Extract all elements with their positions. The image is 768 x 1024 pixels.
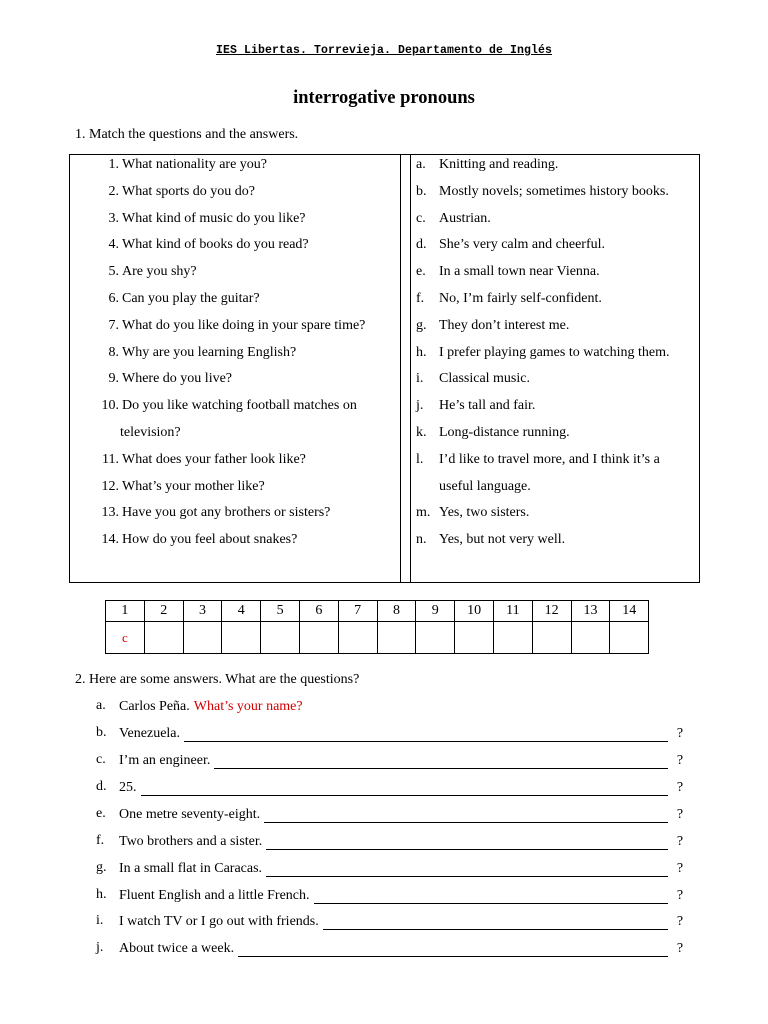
answer-item [411,155,699,182]
question-text: Where do you live? [122,371,233,387]
key-number-cell: 6 [299,601,338,622]
item-answer-text: In a small flat in Caracas. [119,861,263,876]
item-answer-text: Venezuela. [119,726,181,741]
question-number: 1. [108,157,119,172]
question-item [70,503,400,530]
answer-item [411,450,699,477]
answer-blank-line[interactable] [264,808,668,823]
question-number: 2. [108,183,119,199]
key-number-cell: 14 [610,601,649,622]
answer-blank-line[interactable] [266,835,668,850]
question-text: Are you shy? [122,264,197,280]
question-number: 10. [101,398,119,414]
answer-letter: h. [416,344,427,360]
answer-text: Yes, but not very well. [439,532,566,548]
key-answer-cell[interactable] [299,622,338,654]
key-answer-cell[interactable] [571,622,610,654]
key-answer-cell[interactable] [261,622,300,654]
exercise-2-instruction: 2. Here are some answers. What are the questions? [75,672,360,687]
question-item [70,477,400,504]
item-answer-text: Two brothers and a sister. [119,834,263,849]
question-number: 12. [101,478,119,494]
key-answer-cell[interactable] [377,622,416,654]
item-answer-text: I’m an engineer. [119,753,211,768]
exercise-1-instruction: 1. Match the questions and the answers. [75,127,299,142]
answer-text: I’d like to travel more, and I think it’s a [439,451,660,467]
answer-item [411,316,699,343]
question-text: What kind of music do you like? [122,210,306,226]
key-number-cell: 4 [222,601,261,622]
question-mark: ? [676,888,684,903]
question-item [70,182,400,209]
answer-letter: g. [416,317,427,333]
answer-item [411,235,699,262]
page-title: interrogative pronouns [293,88,475,108]
question-number: 6. [108,290,119,306]
questions-list [70,155,400,557]
answer-blank-line[interactable] [314,889,668,904]
key-answer-cell[interactable] [455,622,494,654]
item-letter: g. [96,860,107,875]
column-divider [400,155,401,582]
answer-letter: c. [416,210,426,226]
question-mark: ? [676,753,684,768]
key-answer-cell[interactable] [183,622,222,654]
item-letter: c. [96,752,106,767]
key-answer-cell[interactable] [532,622,571,654]
answer-item [411,530,699,557]
key-number-cell: 5 [261,601,300,622]
key-number-cell: 8 [377,601,416,622]
question-number: 5. [108,264,119,280]
question-text: Do you like watching football matches on [122,398,357,414]
question-text: What do you like doing in your spare time? [122,317,366,333]
question-text: What does your father look like? [122,451,306,467]
answer-item [411,477,699,504]
answer-letter: d. [416,237,427,253]
exercise-2-item [96,752,686,772]
key-number-cell: 11 [493,601,532,622]
example-question: What’s your name? [193,699,303,714]
question-item [70,155,400,182]
answer-blank-line[interactable] [184,727,668,742]
key-answer-cell[interactable] [493,622,532,654]
question-number: 13. [101,505,119,521]
question-mark: ? [676,807,684,822]
question-text: Why are you learning English? [122,344,297,360]
answer-text: Classical music. [439,371,530,387]
answer-text: In a small town near Vienna. [439,264,600,280]
key-number-cell: 10 [455,601,494,622]
exercise-2-item [96,725,686,745]
exercise-2-item [96,860,686,880]
key-number-cell: 12 [532,601,571,622]
question-item [70,235,400,262]
answer-letter: e. [416,264,426,280]
question-item [70,316,400,343]
key-number-cell: 2 [144,601,183,622]
question-text: Have you got any brothers or sisters? [122,505,331,521]
answer-blank-line[interactable] [238,942,668,957]
item-letter: i. [96,913,104,928]
answer-blank-line[interactable] [214,754,668,769]
question-item [70,289,400,316]
question-mark: ? [676,726,684,741]
item-answer-text: About twice a week. [119,941,235,956]
question-number: 3. [108,210,119,226]
item-answer-text: I watch TV or I go out with friends. [119,914,319,929]
answer-text: Knitting and reading. [439,157,559,172]
question-text: What sports do you do? [122,183,255,199]
answer-text: Yes, two sisters. [439,505,530,521]
key-number-cell: 13 [571,601,610,622]
item-answer-text: One metre seventy-eight. [119,807,261,822]
answer-item [411,182,699,209]
document-header: IES Libertas. Torrevieja. Departamento de Inglés [215,44,553,57]
answer-text: They don’t interest me. [439,317,570,333]
item-letter: d. [96,779,107,794]
answer-blank-line[interactable] [266,862,668,877]
answer-text: I prefer playing games to watching them. [439,344,670,360]
answer-letter: f. [416,290,425,306]
exercise-2-item [96,698,686,718]
question-number: 7. [108,317,119,333]
key-number-cell: 1 [106,601,145,622]
answers-list [411,155,699,557]
answer-letter: n. [416,532,427,548]
key-answer-cell[interactable] [222,622,261,654]
key-number-cell: 3 [183,601,222,622]
answer-item [411,503,699,530]
question-item [70,209,400,236]
item-letter: h. [96,887,107,902]
question-mark: ? [676,941,684,956]
matching-box [69,154,700,583]
question-text: What’s your mother like? [122,478,265,494]
answer-text: Mostly novels; sometimes history books. [439,183,669,199]
question-number: 8. [108,344,119,360]
answer-letter: a. [416,157,426,172]
answer-blank-line[interactable] [323,915,668,930]
exercise-2-item [96,806,686,826]
answer-text: Austrian. [439,210,491,226]
key-number-cell: 7 [338,601,377,622]
question-text: Can you play the guitar? [122,290,260,306]
answer-blank-line[interactable] [141,781,669,796]
answer-key-answers-row [106,622,649,654]
answer-item [411,262,699,289]
answer-text: She’s very calm and cheerful. [439,237,605,253]
item-letter: a. [96,698,106,713]
exercise-2-item [96,779,686,799]
answer-letter: j. [416,398,424,414]
exercise-2-item [96,833,686,853]
answer-key-table [105,600,649,654]
item-answer-text: Fluent English and a little French. [119,888,310,903]
question-mark: ? [676,914,684,929]
answer-text: No, I’m fairly self-confident. [439,290,602,306]
exercise-2-item [96,913,686,933]
answer-item [411,396,699,423]
question-item [70,369,400,396]
question-text: television? [120,424,181,440]
question-number: 14. [101,532,119,548]
question-text: What nationality are you? [122,157,267,172]
key-answer-cell[interactable] [610,622,649,654]
question-number: 9. [108,371,119,387]
answer-key-numbers-row [106,601,649,622]
answer-text: useful language. [439,478,531,494]
question-text: What kind of books do you read? [122,237,309,253]
answer-item [411,423,699,450]
question-number: 11. [102,451,119,467]
exercise-2-item [96,887,686,907]
question-item [70,262,400,289]
question-mark: ? [676,834,684,849]
answer-letter: k. [416,424,427,440]
item-answer-text: Carlos Peña. [119,699,190,714]
answer-letter: i. [416,371,424,387]
question-item [70,396,400,423]
answer-item [411,369,699,396]
item-letter: j. [96,940,104,955]
key-answer-cell[interactable] [144,622,183,654]
item-letter: b. [96,725,107,740]
answer-text: Long-distance running. [439,424,570,440]
key-answer-cell[interactable] [338,622,377,654]
question-text: How do you feel about snakes? [122,532,298,548]
key-number-cell: 9 [416,601,455,622]
question-item [70,343,400,370]
answer-letter: b. [416,183,427,199]
key-answer-cell[interactable] [416,622,455,654]
key-answer-cell[interactable]: c [106,622,145,654]
answer-letter: m. [416,505,431,521]
question-mark: ? [676,780,684,795]
item-answer-text: 25. [119,780,137,795]
question-item [70,423,400,450]
question-item [70,450,400,477]
answer-letter: l. [416,451,424,467]
answer-text: He’s tall and fair. [439,398,536,414]
answer-item [411,343,699,370]
answer-item [411,209,699,236]
exercise-2-item [96,940,686,960]
question-item [70,530,400,557]
answer-item [411,289,699,316]
item-letter: e. [96,806,106,821]
question-mark: ? [676,861,684,876]
item-letter: f. [96,833,105,848]
question-number: 4. [108,237,119,253]
